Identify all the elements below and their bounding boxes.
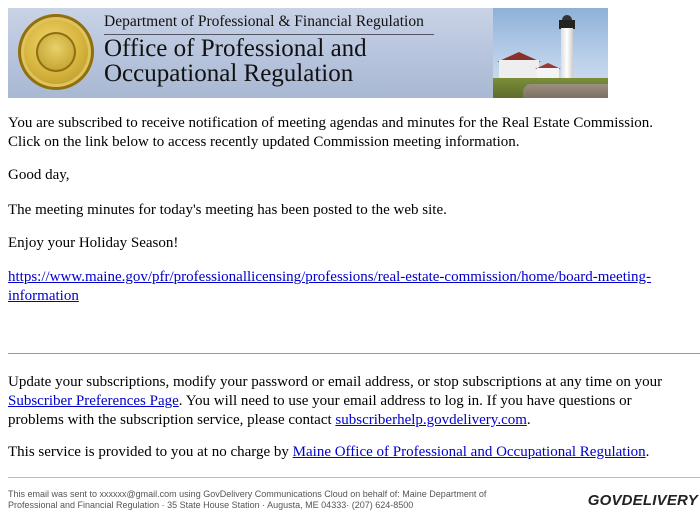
greeting: Good day, (8, 167, 70, 183)
footer-line2: Professional and Financial Regulation · 35 State House Station · Augusta, ME 04333· (207) 624-8500 (8, 500, 414, 510)
subscription-line2: Subscriber Preferences Page. You will need to use your email address to log in. If you have questions or (8, 393, 632, 409)
department-name: Department of Professional & Financial Regulation (104, 13, 424, 30)
meeting-info-link-line2[interactable]: information (8, 288, 79, 304)
meeting-info-link-line1[interactable]: https://www.maine.gov/pfr/professionallicensing/professions/real-estate-commission/home/board-meeting- (8, 269, 652, 285)
intro-line1: You are subscribed to receive notification of meeting agendas and minutes for the Real Estate Commission. (8, 115, 653, 131)
govdelivery-logo: GOVDELIVERY (587, 492, 698, 509)
subscription-line1: Update your subscriptions, modify your password or email address, or stop subscriptions at any time on your (8, 374, 663, 390)
office-name-line1: Office of Professional and (104, 35, 367, 62)
message-text: The meeting minutes for today's meeting has been posted to the web site. (8, 202, 447, 218)
subscriber-help-link[interactable]: subscriberhelp.govdelivery.com (335, 412, 527, 428)
service-text: This service is provided to you at no charge by Maine Office of Professional and Occupational Regulation. (8, 444, 650, 460)
office-name-line2: Occupational Regulation (104, 60, 354, 87)
intro-text (8, 114, 653, 152)
footer-line1: This email was sent to xxxxxx@gmail.com using GovDelivery Communications Cloud on behalf of: Maine Department of (8, 489, 487, 499)
lighthouse-photo (493, 8, 608, 98)
subscriber-preferences-link[interactable]: Subscriber Preferences Page (8, 393, 179, 409)
holiday-text: Enjoy your Holiday Season! (8, 235, 179, 251)
office-name (104, 36, 367, 86)
maine-oplr-link[interactable]: Maine Office of Professional and Occupational Regulation (292, 444, 646, 460)
intro-line2: Click on the link below to access recently updated Commission meeting information. (8, 134, 520, 150)
header-banner (8, 8, 608, 98)
footer-text (8, 489, 568, 511)
meeting-info-link-block (8, 268, 651, 306)
footer-divider (8, 477, 700, 478)
subscription-text (8, 373, 700, 430)
state-seal-icon (18, 14, 94, 90)
subscription-line3: problems with the subscription service, please contact subscriberhelp.govdelivery.com. (8, 412, 531, 428)
divider (8, 353, 700, 354)
